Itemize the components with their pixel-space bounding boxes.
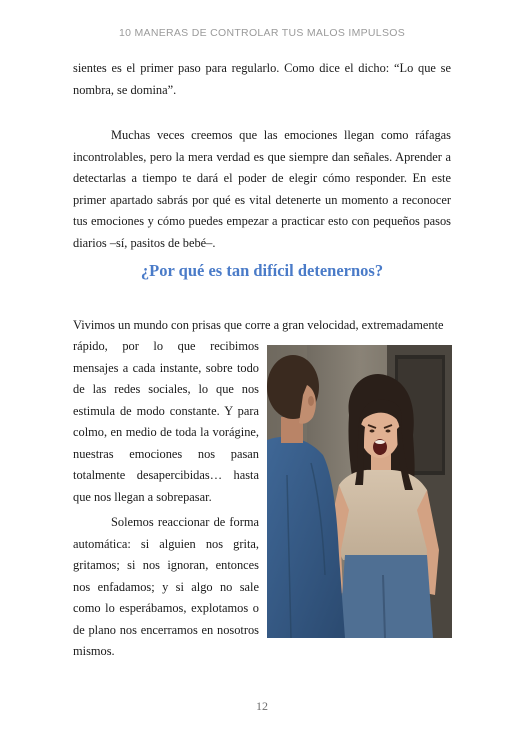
section-heading: ¿Por qué es tan difícil detenernos? [140,261,384,280]
body-paragraph-2: Muchas veces creemos que las emociones llegan como ráfagas incontrolables, pero la mera verdad es que siempre dan señales. Aprender a detectarlas a tiempo te dará el poder de elegir cómo responder. En este primer apartado sabrás por qué es vital detenerte un momento a reconocer tus emociones y cómo puedes empezar a practicar esto con pequeños pasos diarios –sí, pasitos de bebé–. [73,128,451,250]
body-paragraph-1: sientes es el primer paso para regularlo. Como dice el dicho: “Lo que se nombra, se domina”. [73,61,451,97]
body-paragraph-3: Vivimos un mundo con prisas que corre a gran velocidad, extremadamente [73,318,444,332]
running-header: 10 MANERAS DE CONTROLAR TUS MALOS IMPULSOS [118,27,406,39]
body-paragraph-4: rápido, por lo que recibimos mensajes a cada instante, sobre todo de las redes sociales, lo que nos estimula de modo constante. Y para colmo, en medio de toda la vorágine, nuestras emociones nos pasan totalmente desapercibidas… hasta que nos llegan a sobrepasar. [73,339,259,504]
body-paragraph-5: Solemos reaccionar de forma automática: si alguien nos grita, gritamos; si nos ignoran, entonces nos enfadamos; y si algo no sale como lo esperábamos, explotamos o de plano nos encerramos en nosotros mismos. [73,515,259,658]
argument-photo [267,345,452,638]
argument-photo-illustration [267,345,452,638]
page-number: 12 [256,699,268,713]
